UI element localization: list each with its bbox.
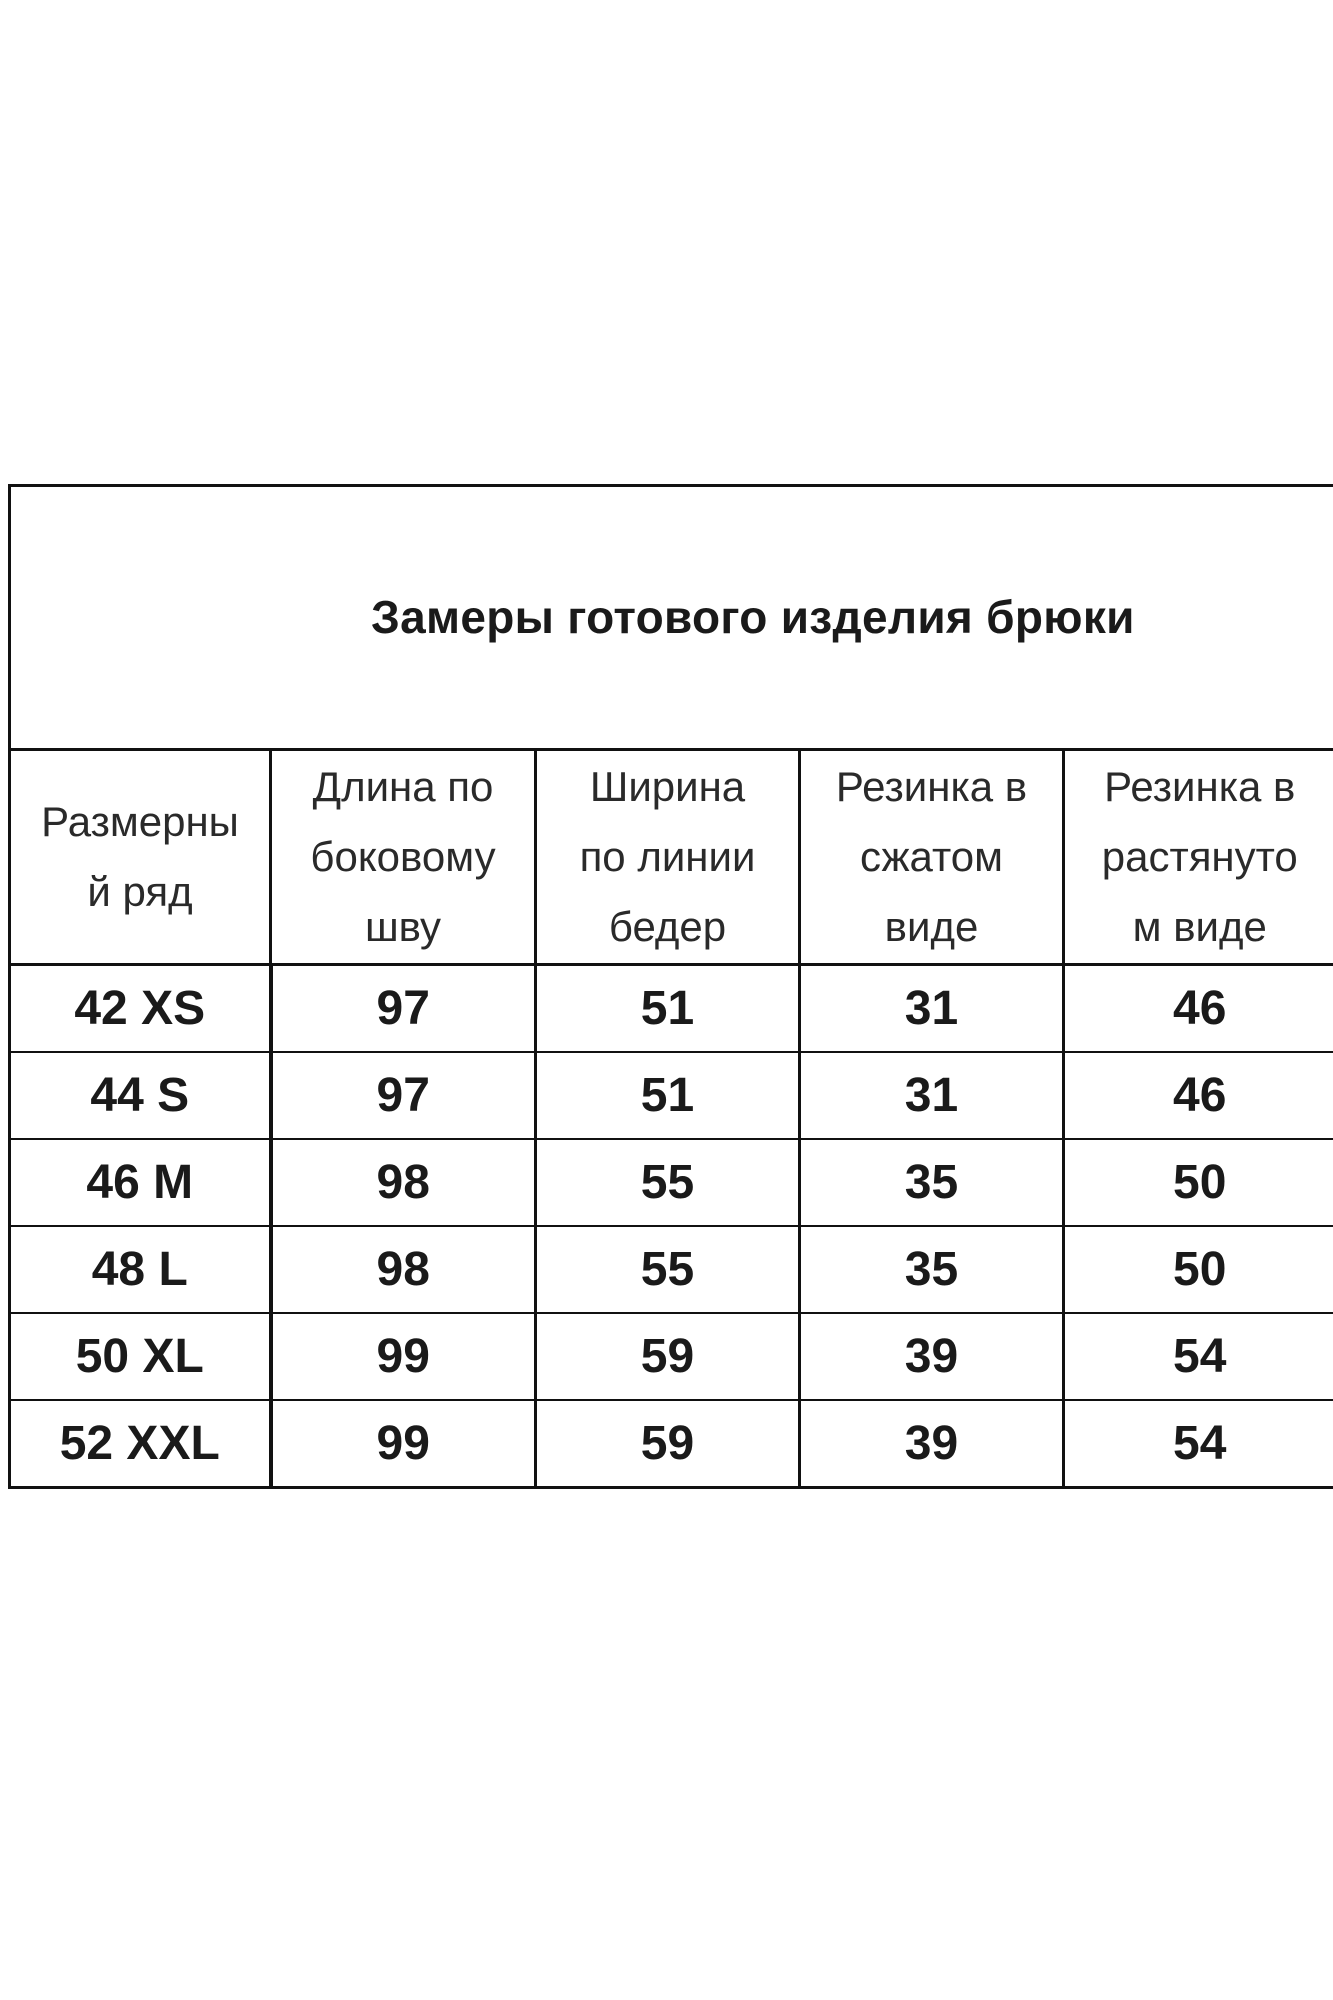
header-line: виде — [884, 903, 979, 950]
size-table — [8, 748, 1333, 1489]
header-line: Размерны — [41, 798, 239, 845]
header-side-seam-length — [271, 750, 536, 965]
header-line: шву — [364, 903, 442, 950]
table-row — [10, 1400, 1333, 1488]
header-elastic-relaxed — [800, 750, 1064, 965]
header-hip-width — [536, 750, 800, 965]
value-cell: 99 — [271, 1400, 536, 1488]
header-line: бедер — [608, 903, 727, 950]
value-cell: 54 — [1064, 1313, 1333, 1400]
value-cell: 31 — [800, 1052, 1064, 1139]
size-cell: 44 S — [10, 1052, 271, 1139]
table-row — [10, 965, 1333, 1053]
header-line: Ширина — [589, 763, 746, 810]
header-elastic-stretched — [1064, 750, 1333, 965]
table-row — [10, 1139, 1333, 1226]
header-line: Резинка в — [1104, 763, 1296, 810]
value-cell: 51 — [536, 965, 800, 1053]
size-cell: 48 L — [10, 1226, 271, 1313]
value-cell: 97 — [271, 965, 536, 1053]
size-cell: 46 M — [10, 1139, 271, 1226]
header-size-range — [10, 750, 271, 965]
header-line: боковому — [310, 833, 496, 880]
header-line: сжатом — [859, 833, 1003, 880]
value-cell: 31 — [800, 965, 1064, 1053]
value-cell: 98 — [271, 1226, 536, 1313]
size-cell: 42 XS — [10, 965, 271, 1053]
size-chart — [8, 484, 1333, 1517]
header-line: м виде — [1132, 903, 1267, 950]
value-cell: 59 — [536, 1400, 800, 1488]
size-cell: 52 XXL — [10, 1400, 271, 1488]
size-cell: 50 XL — [10, 1313, 271, 1400]
value-cell: 54 — [1064, 1400, 1333, 1488]
header-line: Резинка в — [835, 763, 1028, 810]
value-cell: 39 — [800, 1400, 1064, 1488]
table-row — [10, 1226, 1333, 1313]
chart-title: Замеры готового изделия брюки — [371, 591, 1135, 643]
title-box — [8, 484, 1333, 748]
value-cell: 99 — [271, 1313, 536, 1400]
value-cell: 59 — [536, 1313, 800, 1400]
value-cell: 50 — [1064, 1139, 1333, 1226]
value-cell: 35 — [800, 1226, 1064, 1313]
value-cell: 51 — [536, 1052, 800, 1139]
value-cell: 55 — [536, 1226, 800, 1313]
header-row — [10, 750, 1333, 965]
value-cell: 46 — [1064, 965, 1333, 1053]
header-line: по линии — [579, 833, 756, 880]
header-line: Длина по — [312, 763, 494, 810]
table-row — [10, 1313, 1333, 1400]
value-cell: 35 — [800, 1139, 1064, 1226]
value-cell: 98 — [271, 1139, 536, 1226]
value-cell: 39 — [800, 1313, 1064, 1400]
table-row — [10, 1052, 1333, 1139]
header-line: растянуто — [1101, 833, 1298, 880]
value-cell: 50 — [1064, 1226, 1333, 1313]
value-cell: 46 — [1064, 1052, 1333, 1139]
header-line: й ряд — [87, 868, 193, 915]
value-cell: 97 — [271, 1052, 536, 1139]
value-cell: 55 — [536, 1139, 800, 1226]
